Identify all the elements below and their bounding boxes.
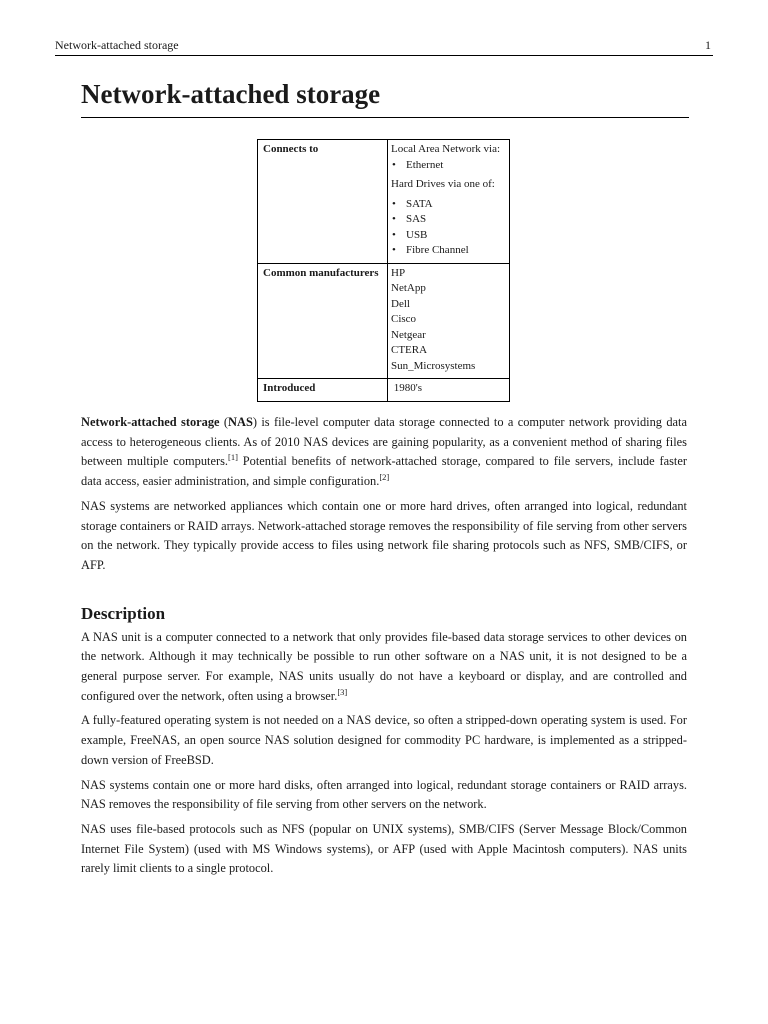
description-text-1: A NAS unit is a computer connected to a network that only provides file-based data storage services to other devices on the network. Although it may technically be possible to run other software on a NAS unit, it is not designed to be a general purpose server. For example, NAS units usually do not have a keyboard or display, and are controlled and configured over the network, often using a browser. — [81, 629, 687, 703]
intro-text-b: Potential benefits of network-attached storage, compared to file servers, include faster data access, easier administration, and simple configuration. — [81, 454, 687, 489]
drives-intro: Hard Drives via one of: — [391, 178, 495, 190]
description-paragraph-4: NAS uses file-based protocols such as NFS (popular on UNIX systems), SMB/CIFS (Server Message Block/Common Internet File System) (used with MS Windows systems), or AFP (used with Apple Macintosh computers). NAS units rarely limit clients to a single protocol. — [81, 821, 687, 876]
infobox-label-connects-to: Connects to — [258, 140, 388, 264]
infobox-value-introduced — [388, 379, 510, 402]
infobox-label-manufacturers: Common manufacturers — [258, 263, 388, 379]
infobox-value-connects-to — [388, 140, 510, 264]
description-paragraph-3: NAS systems contain one or more hard disks, often arranged into logical, redundant storage containers or RAID arrays. NAS removes the responsibility of file serving from other servers on the network. — [81, 777, 687, 812]
abbr-bold: NAS — [228, 415, 253, 429]
infobox — [257, 139, 510, 402]
list-item: • Ethernet — [391, 158, 506, 174]
list-item: Netgear — [391, 328, 426, 341]
page-title: Network-attached storage — [81, 74, 689, 118]
list-item: HP — [391, 266, 406, 279]
description-heading: Description — [81, 603, 166, 623]
introduced-value: 1980's — [393, 382, 423, 394]
list-item: Cisco — [391, 313, 417, 325]
infobox-label-introduced: Introduced — [258, 379, 388, 402]
ref-link-2[interactable]: [2] — [379, 472, 390, 483]
list-item: • SATA — [391, 197, 506, 213]
lan-intro: Local Area Network via: — [391, 143, 501, 155]
infobox-row-introduced — [258, 379, 510, 402]
drives-list — [391, 197, 506, 259]
intro-text-a: ) is file-level computer data storage connected to a computer network providing data access to heterogeneous clients. As of 2010 NAS devices are gaining popularity, as a convenient method of sharing files between multiple computers. — [81, 415, 687, 469]
lan-list — [391, 158, 506, 174]
ref-link-1[interactable]: [1] — [228, 452, 238, 463]
list-item: • SAS — [391, 212, 506, 228]
infobox-value-manufacturers — [388, 263, 510, 379]
list-item: NetApp — [391, 282, 426, 294]
term-bold: Network-attached storage — [81, 415, 220, 429]
list-item: • USB — [391, 228, 506, 244]
infobox-row-connects-to — [258, 140, 510, 264]
intro-paragraph-1 — [81, 413, 687, 492]
list-item: Sun_Microsystems — [391, 359, 476, 372]
list-item: • Fibre Channel — [391, 243, 506, 259]
infobox-row-manufacturers — [258, 263, 510, 379]
description-paragraph-2: A fully-featured operating system is not needed on a NAS device, so often a stripped-down operating system is used. For example, FreeNAS, an open source NAS solution designed for commodity PC hardware, is implemented as a stripped-down version of FreeBSD. — [81, 713, 687, 767]
article-body — [81, 413, 687, 884]
list-item: CTERA — [391, 344, 428, 356]
ref-link-3[interactable]: [3] — [337, 686, 348, 697]
page-number: 1 — [705, 38, 711, 52]
description-paragraph-1 — [81, 628, 687, 707]
running-title: Network-attached storage — [55, 38, 179, 52]
page-header — [55, 38, 713, 56]
intro-paragraph-2: NAS systems are networked appliances which contain one or more hard drives, often arranged into logical, redundant storage containers or RAID arrays. Network-attached storage removes the responsibility of file serving from other servers on the network. They typically provide access to files using network file sharing protocols such as NFS, SMB/CIFS, or AFP. — [81, 498, 687, 572]
list-item: Dell — [391, 297, 410, 310]
paren-open: ( — [219, 415, 229, 429]
